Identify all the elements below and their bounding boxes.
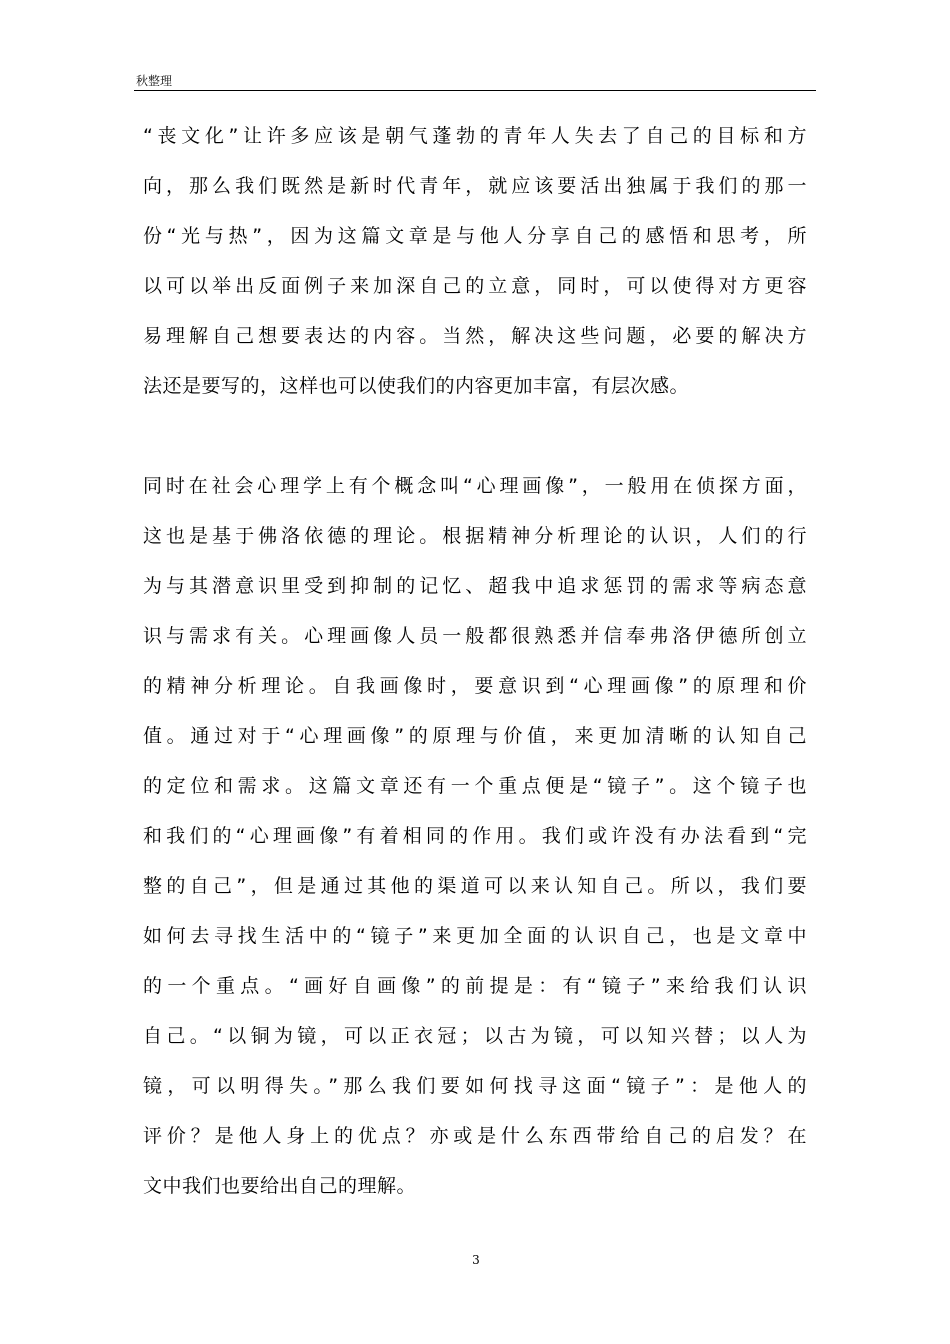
text-line: 同时在社会心理学上有个概念叫“心理画像”，一般用在侦探方面， — [143, 475, 807, 497]
text-line: 这也是基于佛洛依德的理论。根据精神分析理论的认识，人们的行 — [143, 525, 807, 547]
text-line: 文中我们也要给出自己的理解。 — [143, 1175, 417, 1197]
text-line: 镜，可以明得失。”那么我们要如何找寻这面“镜子”：是他人的 — [143, 1075, 807, 1097]
text-line: “丧文化”让许多应该是朝气蓬勃的青年人失去了自己的目标和方 — [143, 125, 807, 147]
text-line: 值。通过对于“心理画像”的原理与价值，来更加清晰的认知自己 — [143, 725, 807, 747]
header-title: 秋整理 — [136, 74, 173, 88]
text-line: 评价？是他人身上的优点？亦或是什么东西带给自己的启发？在 — [143, 1125, 807, 1147]
text-line: 以可以举出反面例子来加深自己的立意，同时，可以使得对方更容 — [143, 275, 807, 297]
text-line: 的精神分析理论。自我画像时，要意识到“心理画像”的原理和价 — [143, 675, 807, 697]
page-number: 3 — [472, 1253, 480, 1267]
text-line: 的一个重点。“画好自画像”的前提是：有“镜子”来给我们认识 — [143, 975, 807, 997]
text-line: 易理解自己想要表达的内容。当然，解决这些问题，必要的解决方 — [143, 325, 807, 347]
text-line: 为与其潜意识里受到抑制的记忆、超我中追求惩罚的需求等病态意 — [143, 575, 807, 597]
text-line: 和我们的“心理画像”有着相同的作用。我们或许没有办法看到“完 — [143, 825, 807, 847]
text-line: 如何去寻找生活中的“镜子”来更加全面的认识自己，也是文章中 — [143, 925, 807, 947]
text-line: 向，那么我们既然是新时代青年，就应该要活出独属于我们的那一 — [143, 175, 807, 197]
text-line: 的定位和需求。这篇文章还有一个重点便是“镜子”。这个镜子也 — [143, 775, 807, 797]
text-line: 法还是要写的，这样也可以使我们的内容更加丰富，有层次感。 — [143, 375, 690, 397]
header-divider — [134, 90, 816, 91]
text-line: 份“光与热”，因为这篇文章是与他人分享自己的感悟和思考，所 — [143, 225, 807, 247]
text-line: 识与需求有关。心理画像人员一般都很熟悉并信奉弗洛伊德所创立 — [143, 625, 807, 647]
text-line: 自己。“以铜为镜，可以正衣冠；以古为镜，可以知兴替；以人为 — [143, 1025, 807, 1047]
text-line: 整的自己”，但是通过其他的渠道可以来认知自己。所以，我们要 — [143, 875, 807, 897]
